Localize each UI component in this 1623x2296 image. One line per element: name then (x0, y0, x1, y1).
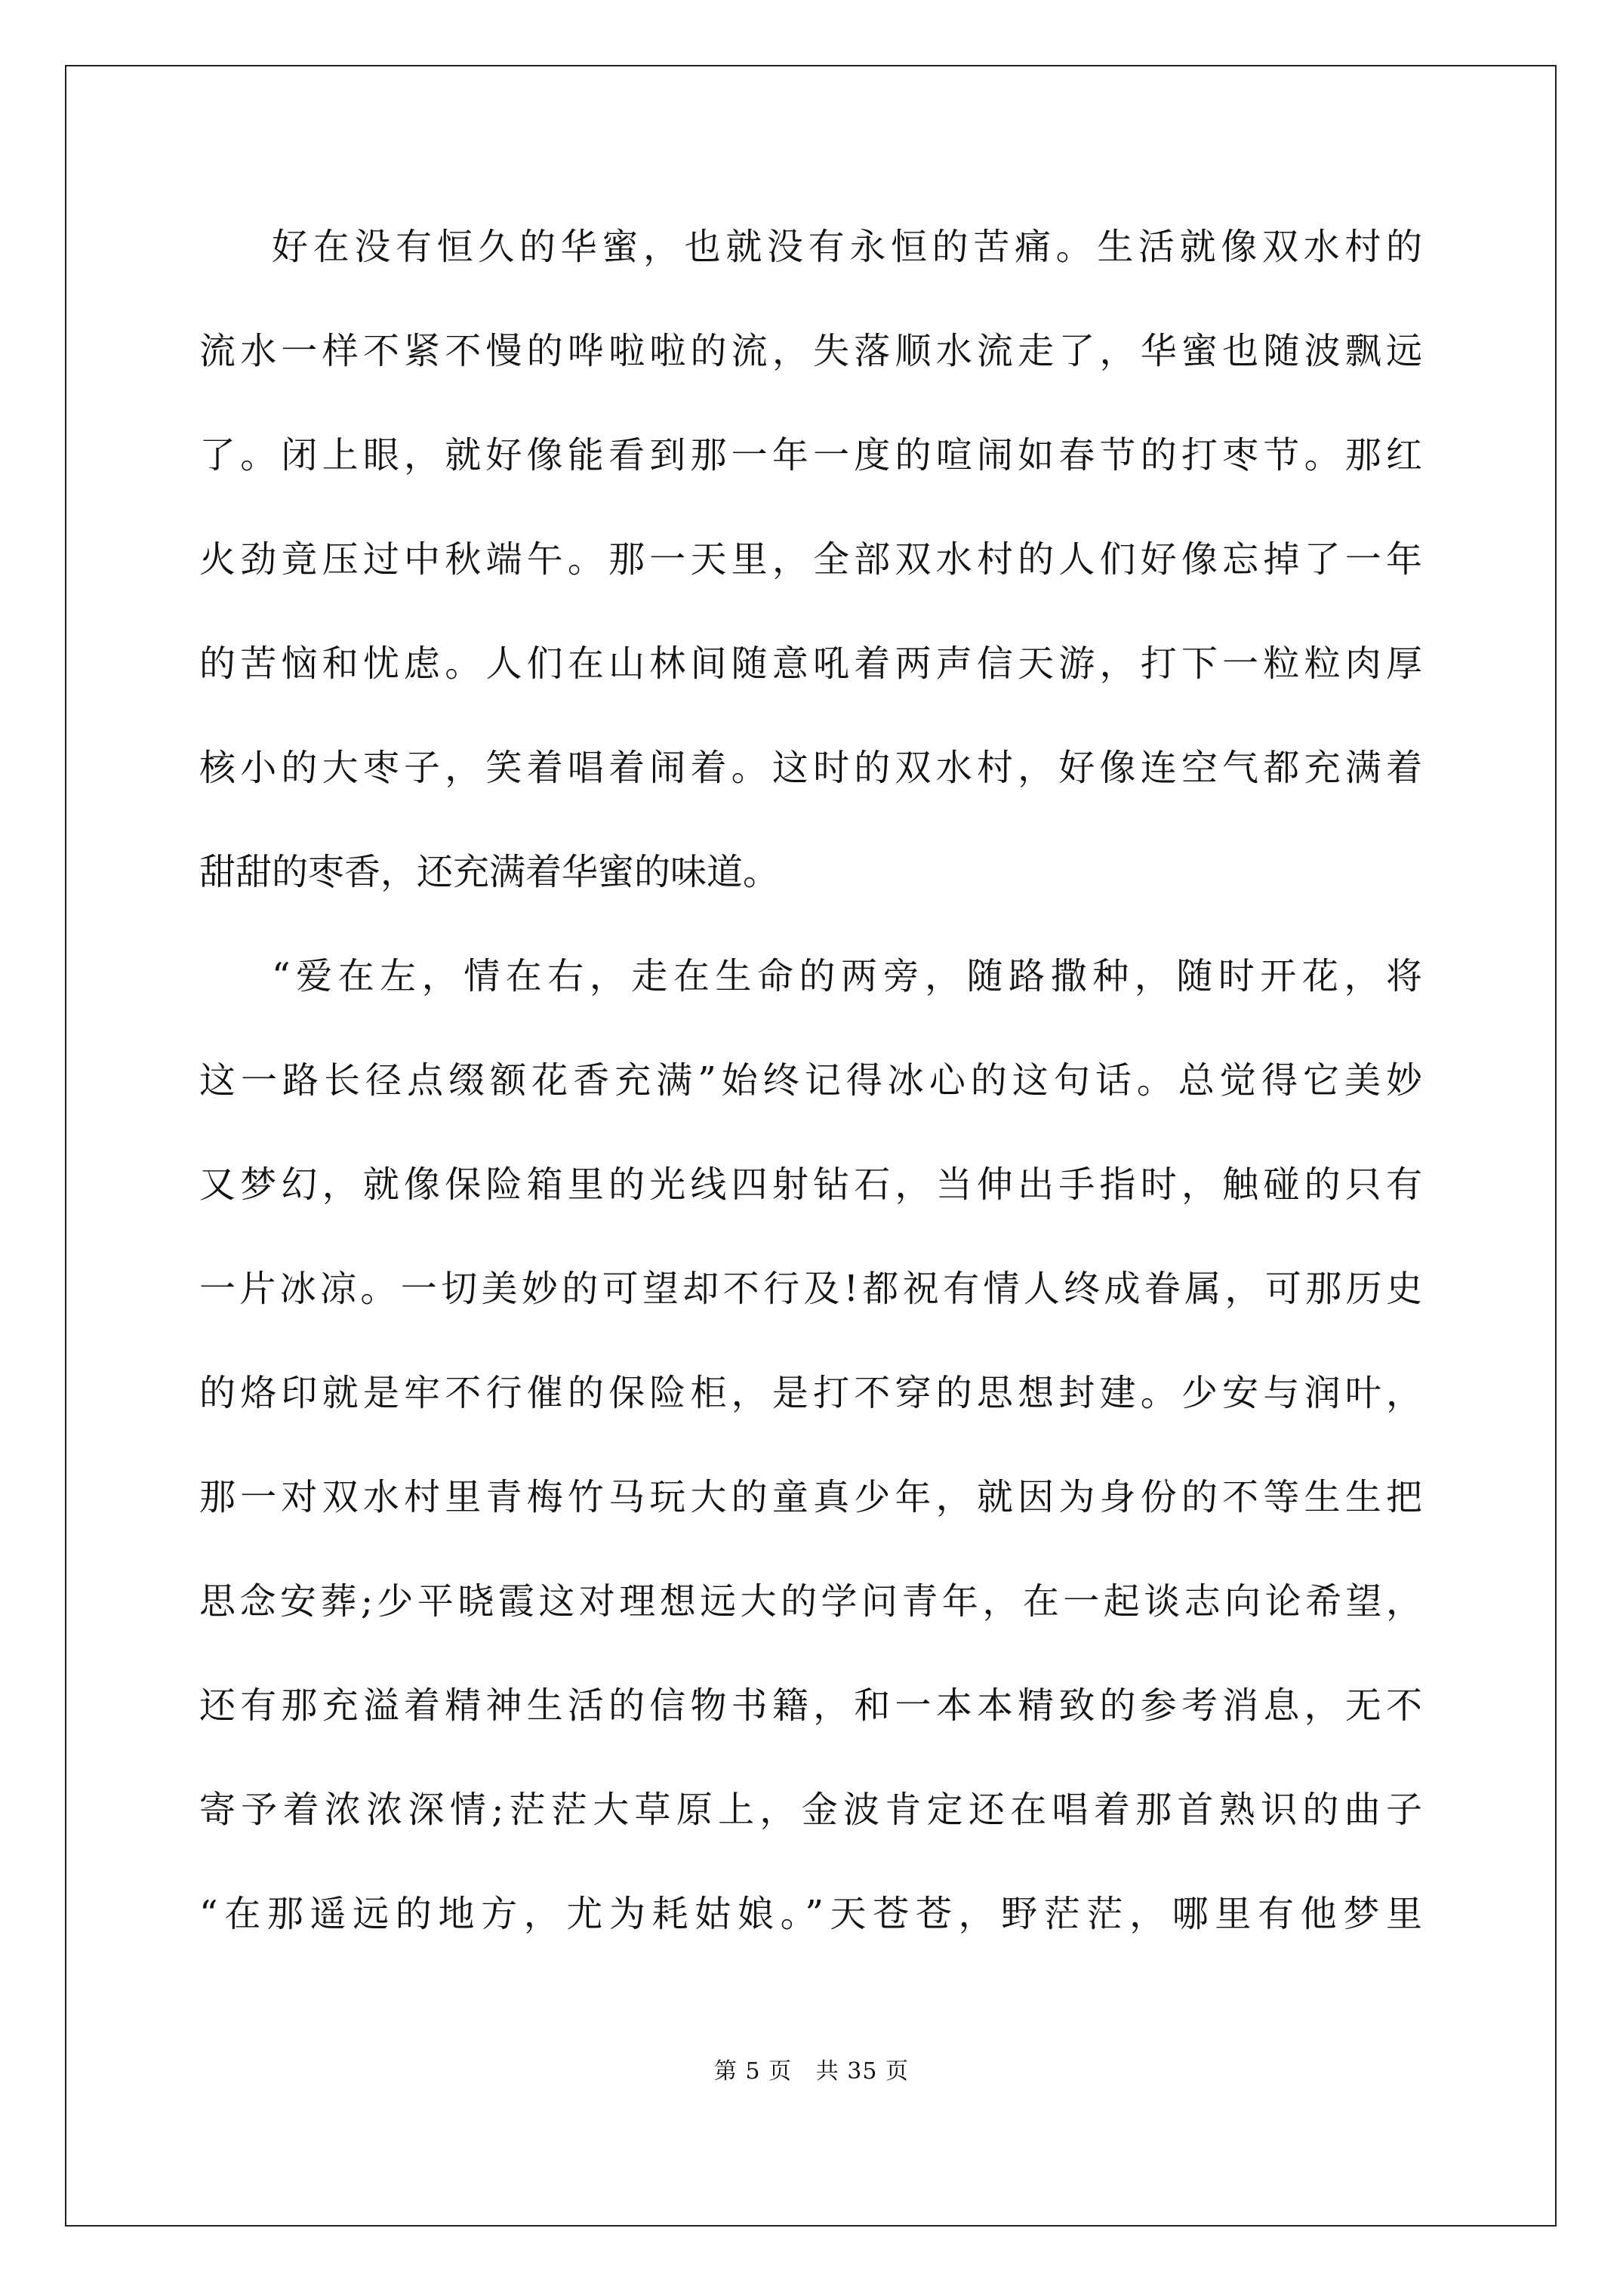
text-line: 又梦幻，就像保险箱里的光线四射钻石，当伸出手指时，触碰的只有 (199, 1163, 1422, 1206)
document-body (199, 195, 1422, 1966)
page-number: 第 5 页 (713, 2058, 793, 2085)
text-line: 的苦恼和忧虑。人们在山林间随意吼着两声信天游，打下一粒粒肉厚 (199, 643, 1422, 685)
paragraph-2 (199, 924, 1422, 1966)
text-line: 思念安葬;少平晓霞这对理想远大的学问青年，在一起谈志向论希望， (199, 1580, 1422, 1623)
text-line: 核小的大枣子，笑着唱着闹着。这时的双水村，好像连空气都充满着 (199, 747, 1422, 789)
text-line: 火劲竟压过中秋端午。那一天里，全部双水村的人们好像忘掉了一年 (199, 538, 1422, 581)
text-line: 一片冰凉。一切美妙的可望却不行及!都祝有情人终成眷属，可那历史 (199, 1268, 1422, 1310)
text-line: “爱在左，情在右，走在生命的两旁，随路撒种，随时开花，将 (272, 955, 1422, 997)
text-line: 了。闭上眼，就好像能看到那一年一度的喧闹如春节的打枣节。那红 (199, 434, 1422, 476)
text-line: 的烙印就是牢不行催的保险柜，是打不穿的思想封建。少安与润叶， (199, 1372, 1422, 1414)
text-line: 还有那充溢着精神生活的信物书籍，和一本本精致的参考消息，无不 (199, 1684, 1422, 1727)
text-line: 好在没有恒久的华蜜，也就没有永恒的苦痛。生活就像双水村的 (272, 226, 1422, 268)
text-line: 甜甜的枣香，还充满着华蜜的味道。 (199, 851, 780, 893)
text-line: “在那遥远的地方，尤为耗姑娘。”天苍苍，野茫茫，哪里有他梦里 (199, 1893, 1422, 1935)
text-line: 那一对双水村里青梅竹马玩大的童真少年，就因为身份的不等生生把 (199, 1476, 1422, 1518)
page-total: 共 35 页 (815, 2058, 910, 2085)
text-line: 流水一样不紧不慢的哗啦啦的流，失落顺水流走了，华蜜也随波飘远 (199, 330, 1422, 372)
text-line: 寄予着浓浓深情;茫茫大草原上，金波肯定还在唱着那首熟识的曲子 (199, 1789, 1422, 1831)
text-line: 这一路长径点缀额花香充满”始终记得冰心的这句话。总觉得它美妙 (199, 1059, 1422, 1102)
page-footer (0, 2052, 1623, 2085)
paragraph-1 (199, 195, 1422, 924)
